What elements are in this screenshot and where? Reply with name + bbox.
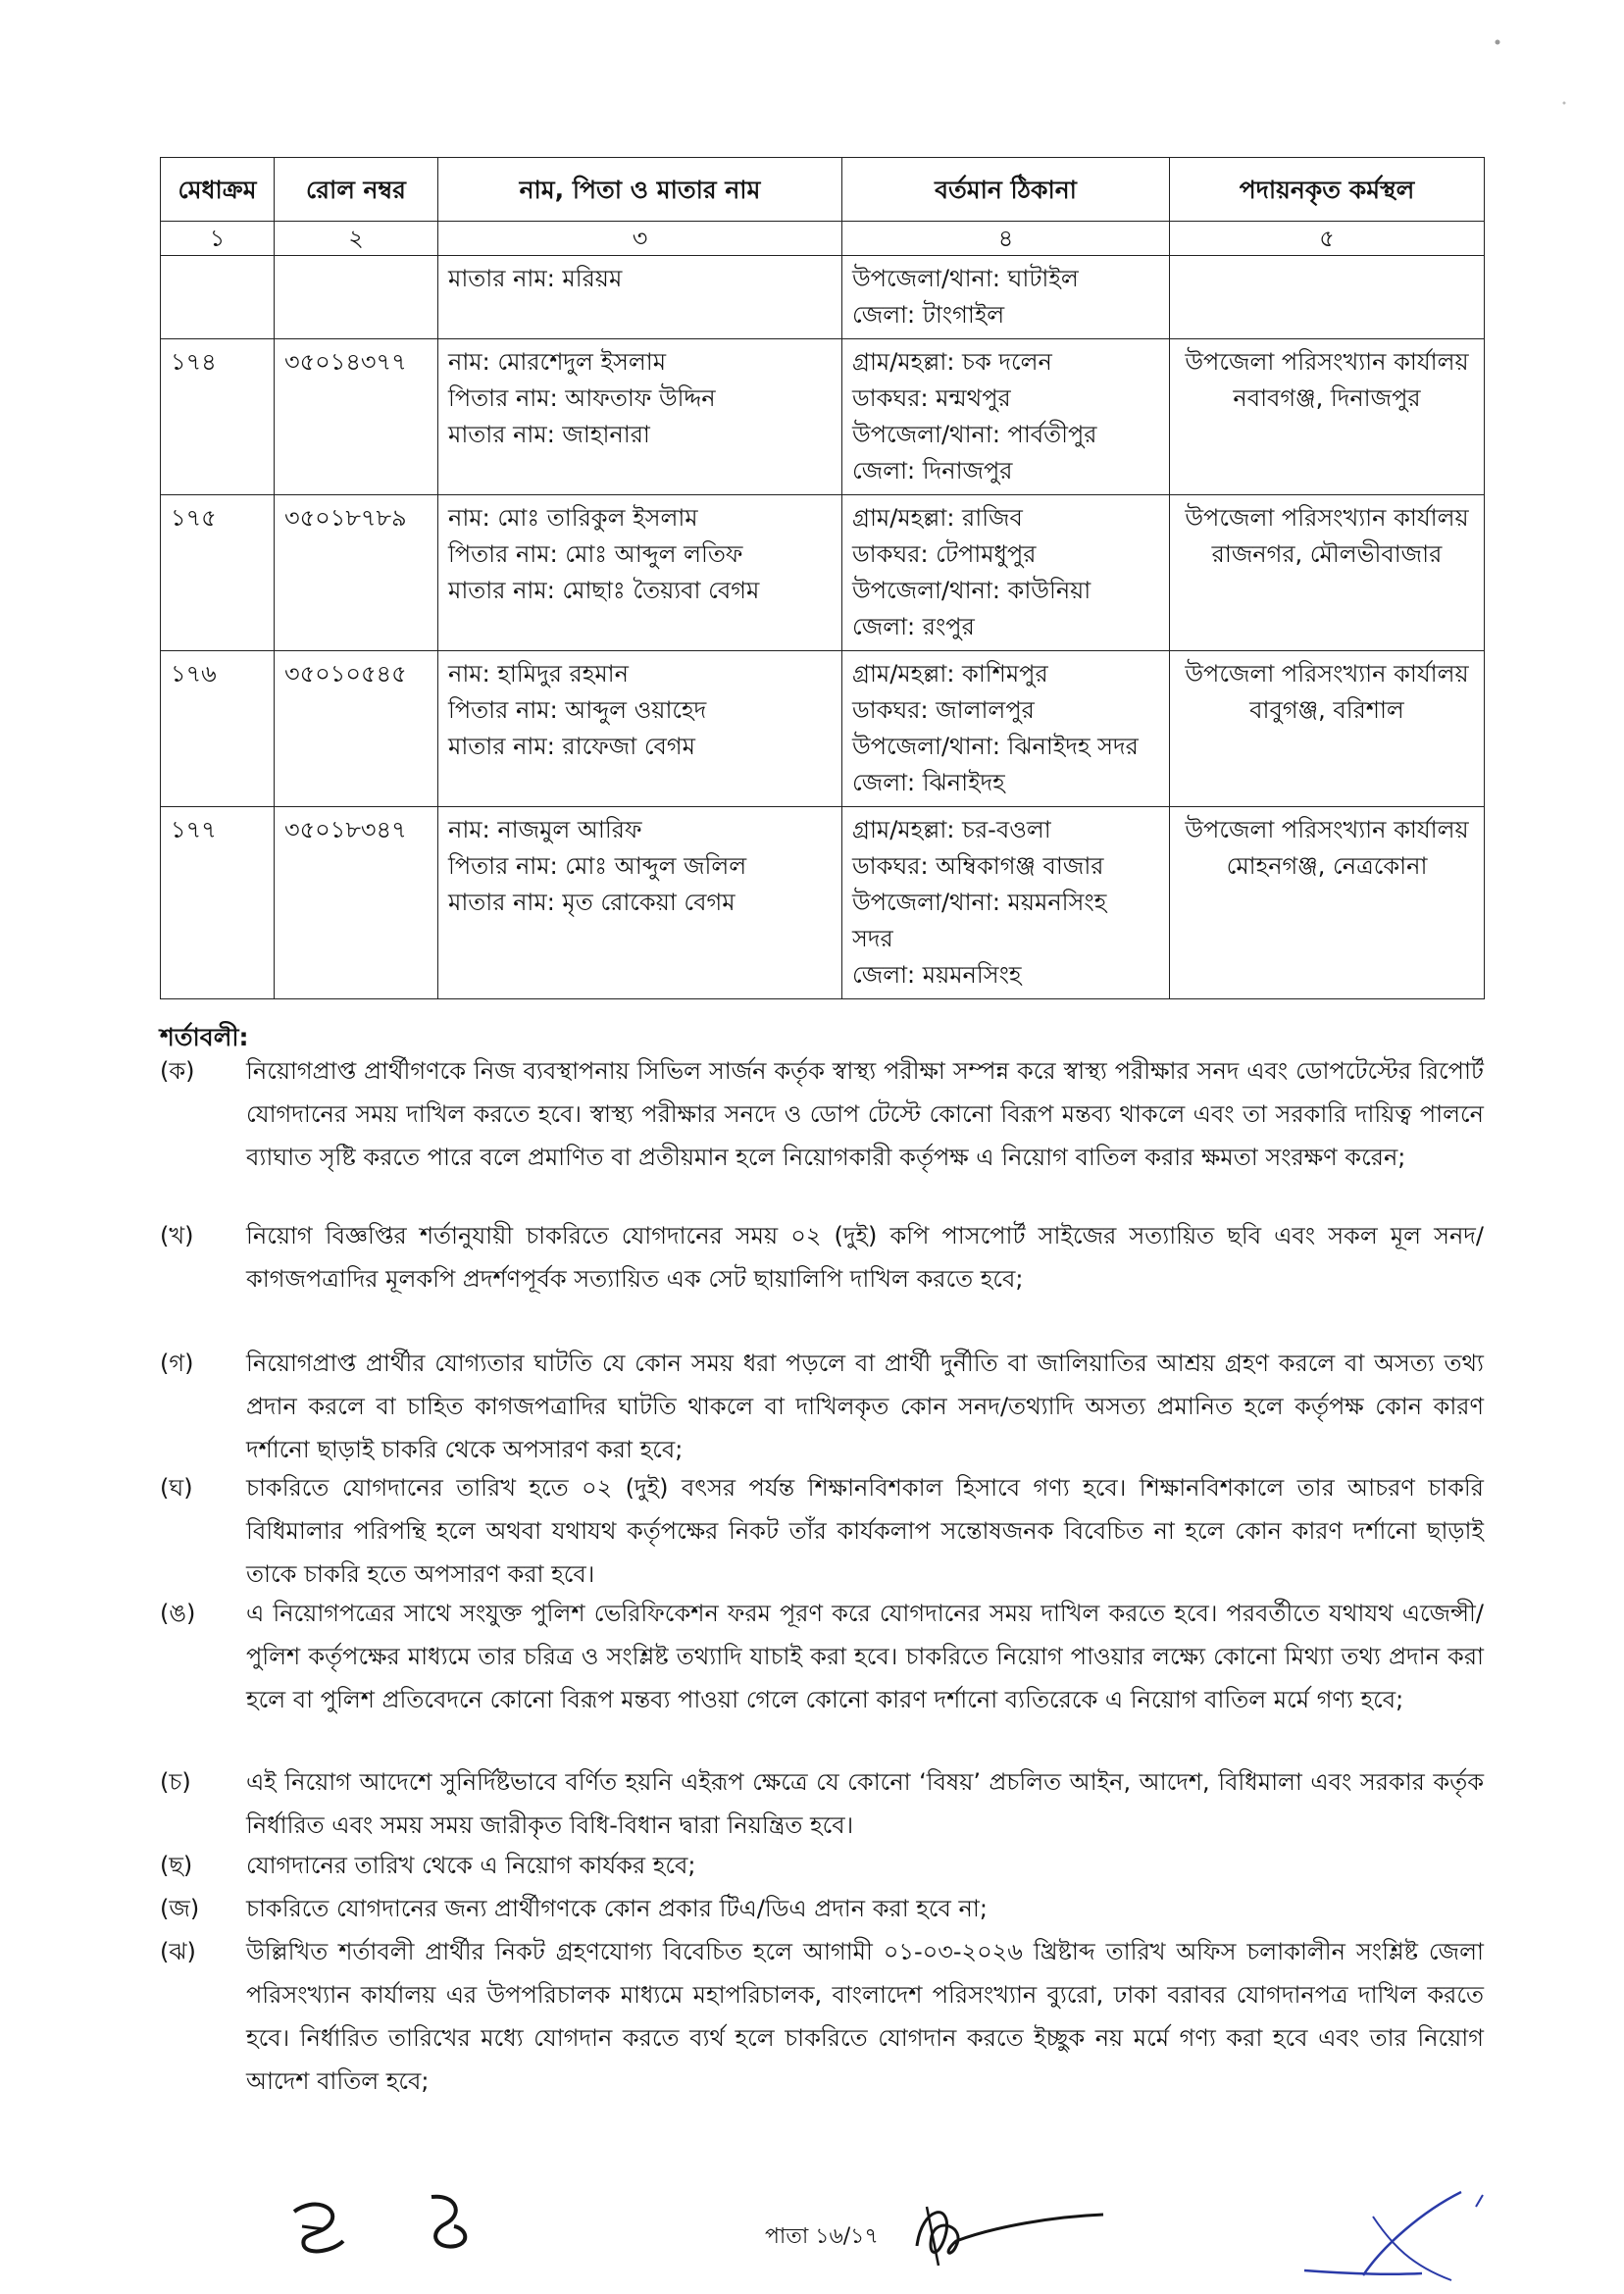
column-number: ১ <box>161 222 275 256</box>
initial-signature <box>284 2192 353 2261</box>
merit-cell <box>161 495 275 651</box>
condition-text: নিয়োগ বিজ্ঞপ্তির শর্তানুযায়ী চাকরিতে যোগদানের সময় ০২ (দুই) কপি পাসপোর্ট সাইজের সত্যায়িত ছবি এবং সকল মূল সনদ/কাগজপত্রাদির মূলকপি প্রদর্শণপূর্বক সত্যায়িত এক সেট ছায়ালিপি দাখিল করতে হবে; <box>246 1222 1484 1293</box>
posting-cell <box>1170 256 1485 339</box>
posting-line: উপজেলা পরিসংখ্যান কার্যালয় <box>1185 504 1469 532</box>
condition-text: চাকরিতে যোগদানের জন্য প্রার্থীগণকে কোন প্রকার টিএ/ডিএ প্রদান করা হবে না; <box>246 1895 988 1922</box>
address-line: গ্রাম/মহল্লা: চক দলেন <box>852 348 1052 376</box>
name-line: মাতার নাম: মরিয়ম <box>448 265 623 292</box>
condition-item <box>160 1592 1484 1721</box>
posting-line: উপজেলা পরিসংখ্যান কার্যালয় <box>1185 348 1469 376</box>
name-line: নাম: মোঃ তারিকুল ইসলাম <box>448 504 698 532</box>
table-body <box>161 256 1485 999</box>
condition-label: (চ) <box>160 1768 191 1796</box>
condition-item <box>160 1760 1484 1847</box>
name-line: মাতার নাম: জাহানারা <box>448 421 650 448</box>
condition-text: এ নিয়োগপত্রের সাথে সংযুক্ত পুলিশ ভেরিফিকেশন ফরম পূরণ করে যোগদানের সময় দাখিল করতে হবে। পরবর্তীতে যথাযথ এজেন্সী/ পুলিশ কর্তৃপক্ষের মাধ্যমে তার চরিত্র ও সংশ্লিষ্ট তথ্যাদি যাচাই করা হবে। চাকরিতে নিয়োগ পাওয়ার লক্ষ্যে কোনো মিথ্যা তথ্য প্রদান করা হলে বা পুলিশ প্রতিবেদনে কোনো বিরূপ মন্তব্য পাওয়া গেলে কোনো কারণ দর্শানো ব্যতিরেকে এ নিয়োগ বাতিল মর্মে গণ্য হবে; <box>246 1600 1484 1713</box>
posting-line: উপজেলা পরিসংখ্যান কার্যালয় <box>1185 660 1469 688</box>
condition-item <box>160 1887 1484 1930</box>
condition-text: নিয়োগপ্রাপ্ত প্রার্থীগণকে নিজ ব্যবস্থাপনায় সিভিল সার্জন কর্তৃক স্বাস্থ্য পরীক্ষা সম্পন্ন করে স্বাস্থ্য পরীক্ষার সনদ এবং ডোপটেস্টের রিপোর্ট যোগদানের সময় দাখিল করতে হবে। স্বাস্থ্য পরীক্ষার সনদে ও ডোপ টেস্টে কোনো বিরূপ মন্তব্য থাকলে এবং তা সরকারি দায়িত্ব পালনে ব্যাঘাত সৃষ্টি করতে পারে বলে প্রমাণিত বা প্রতীয়মান হলে নিয়োগকারী কর্তৃপক্ষ এ নিয়োগ বাতিল করার ক্ষমতা সংরক্ষণ করেন; <box>246 1057 1484 1171</box>
address-line: ডাকঘর: মন্মথপুর <box>852 384 1011 412</box>
name-line: নাম: মোরশেদুল ইসলাম <box>448 348 667 376</box>
address-line: ডাকঘর: জালালপুর <box>852 696 1035 724</box>
roll-number: ৩৫০১৮৭৮৯ <box>284 504 407 532</box>
name-cell <box>438 651 842 807</box>
roll-cell <box>275 495 438 651</box>
name-line: পিতার নাম: আব্দুল ওয়াহেদ <box>448 696 707 724</box>
address-line: জেলা: ঝিনাইদহ <box>852 769 1005 796</box>
address-line: গ্রাম/মহল্লা: চর-বওলা <box>852 816 1051 843</box>
name-line: নাম: নাজমুল আরিফ <box>448 816 642 843</box>
merit-number: ১৭৫ <box>171 504 217 532</box>
column-number: ২ <box>275 222 438 256</box>
address-line: ডাকঘর: টেপামধুপুর <box>852 540 1037 568</box>
column-number: ৫ <box>1170 222 1485 256</box>
officer-signature <box>897 2187 1113 2275</box>
name-line: পিতার নাম: মোঃ আব্দুল লতিফ <box>448 540 743 568</box>
table-row <box>161 807 1485 999</box>
address-line: ডাকঘর: অম্বিকাগঞ্জ বাজার <box>852 852 1104 880</box>
page-number: পাতা ১৬/১৭ <box>765 2224 879 2249</box>
column-number: ৪ <box>842 222 1170 256</box>
name-line: মাতার নাম: মৃত রোকেয়া বেগম <box>448 889 736 916</box>
scan-dot-mark <box>1559 98 1569 108</box>
header-name: নাম, পিতা ও মাতার নাম <box>438 158 842 222</box>
posting-line: রাজনগর, মৌলভীবাজার <box>1211 540 1443 568</box>
merit-cell <box>161 339 275 495</box>
condition-text: উল্লিখিত শর্তাবলী প্রার্থীর নিকট গ্রহণযোগ্য বিবেচিত হলে আগামী ০১-০৩-২০২৬ খ্রিষ্টাব্দ তারিখ অফিস চলাকালীন সংশ্লিষ্ট জেলা পরিসংখ্যান কার্যালয় এর উপপরিচালক মাধ্যমে মহাপরিচালক, বাংলাদেশ পরিসংখ্যান ব্যুরো, ঢাকা বরাবর যোগদানপত্র দাখিল করতে হবে। নির্ধারিত তারিখের মধ্যে যোগদান করতে ব্যর্থ হলে চাকরিতে যোগদান করতে ইচ্ছুক নয় মর্মে গণ্য করা হবে এবং তার নিয়োগ আদেশ বাতিল হবে; <box>246 1938 1484 2095</box>
address-line: জেলা: দিনাজপুর <box>852 457 1013 484</box>
merit-number: ১৭৬ <box>171 660 217 688</box>
column-number: ৩ <box>438 222 842 256</box>
condition-item <box>160 1342 1484 1471</box>
condition-label: (জ) <box>160 1895 200 1922</box>
address-line: সদর <box>852 925 893 952</box>
address-cell <box>842 807 1170 999</box>
initial-signature <box>417 2189 476 2258</box>
merit-cell <box>161 651 275 807</box>
roll-cell <box>275 651 438 807</box>
roll-cell <box>275 807 438 999</box>
roll-number: ৩৫০১০৫৪৫ <box>284 660 407 688</box>
condition-label: (ছ) <box>160 1852 193 1879</box>
address-line: জেলা: রংপুর <box>852 613 975 640</box>
roll-cell <box>275 339 438 495</box>
name-cell <box>438 339 842 495</box>
table-row <box>161 256 1485 339</box>
condition-item <box>160 1049 1484 1179</box>
name-line: পিতার নাম: আফতাফ উদ্দিন <box>448 384 716 412</box>
column-number-row <box>161 222 1485 256</box>
name-line: মাতার নাম: রাফেজা বেগম <box>448 733 695 760</box>
condition-item <box>160 1930 1484 2103</box>
address-cell <box>842 256 1170 339</box>
name-cell <box>438 256 842 339</box>
condition-label: (ঝ) <box>160 1938 196 1965</box>
address-line: জেলা: টাংগাইল <box>852 301 1005 329</box>
address-line: গ্রাম/মহল্লা: কাশিমপুর <box>852 660 1048 688</box>
roll-number: ৩৫০১৪৩৭৭ <box>284 348 407 376</box>
table-row <box>161 339 1485 495</box>
table-header-row <box>161 158 1485 222</box>
posting-line: নবাবগঞ্জ, দিনাজপুর <box>1233 384 1421 412</box>
address-line: উপজেলা/থানা: ঘাটাইল <box>852 265 1079 292</box>
address-line: জেলা: ময়মনসিংহ <box>852 961 1022 989</box>
name-line: মাতার নাম: মোছাঃ তৈয়্যবা বেগম <box>448 577 760 604</box>
address-cell <box>842 495 1170 651</box>
condition-item <box>160 1466 1484 1596</box>
condition-text: চাকরিতে যোগদানের তারিখ হতে ০২ (দুই) বৎসর পর্যন্ত শিক্ষানবিশকাল হিসাবে গণ্য হবে। শিক্ষানবিশকালে তার আচরণ চাকরি বিধিমালার পরিপন্থি হলে অথবা যথাযথ কর্তৃপক্ষের নিকট তাঁর কার্যকলাপ সন্তোষজনক বিবেচিত না হলে কোন কারণ দর্শানো ছাড়াই তাকে চাকরি হতে অপসারণ করা হবে। <box>246 1474 1484 1588</box>
condition-label: (ঙ) <box>160 1600 196 1627</box>
posting-cell <box>1170 495 1485 651</box>
address-line: উপজেলা/থানা: ময়মনসিংহ <box>852 889 1107 916</box>
condition-item <box>160 1844 1484 1887</box>
name-line: নাম: হামিদুর রহমান <box>448 660 629 688</box>
roll-number: ৩৫০১৮৩৪৭ <box>284 816 407 843</box>
condition-text: যোগদানের তারিখ থেকে এ নিয়োগ কার্যকর হবে; <box>246 1852 696 1879</box>
posting-cell <box>1170 339 1485 495</box>
condition-label: (খ) <box>160 1222 194 1249</box>
posting-cell <box>1170 807 1485 999</box>
condition-item <box>160 1214 1484 1300</box>
condition-label: (গ) <box>160 1350 194 1377</box>
name-cell <box>438 807 842 999</box>
table-row <box>161 495 1485 651</box>
name-cell <box>438 495 842 651</box>
address-line: উপজেলা/থানা: ঝিনাইদহ সদর <box>852 733 1139 760</box>
merit-number: ১৭৪ <box>171 348 217 376</box>
posting-cell <box>1170 651 1485 807</box>
header-merit: মেধাক্রম <box>161 158 275 222</box>
condition-label: (ক) <box>160 1057 195 1085</box>
address-cell <box>842 651 1170 807</box>
merit-number: ১৭৭ <box>171 816 217 843</box>
scan-dot-mark <box>1491 35 1504 49</box>
merit-cell <box>161 807 275 999</box>
address-line: উপজেলা/থানা: পার্বতীপুর <box>852 421 1097 448</box>
table-row <box>161 651 1485 807</box>
conditions-title: শর্তাবলী: <box>160 1023 249 1051</box>
header-address: বর্তমান ঠিকানা <box>842 158 1170 222</box>
appointee-table <box>160 157 1485 999</box>
blue-signature <box>1294 2187 1510 2285</box>
address-line: গ্রাম/মহল্লা: রাজিব <box>852 504 1023 532</box>
header-posting: পদায়নকৃত কর্মস্থল <box>1170 158 1485 222</box>
address-line: উপজেলা/থানা: কাউনিয়া <box>852 577 1091 604</box>
posting-line: বাবুগঞ্জ, বরিশাল <box>1249 696 1404 724</box>
condition-label: (ঘ) <box>160 1474 193 1502</box>
header-roll: রোল নম্বর <box>275 158 438 222</box>
address-cell <box>842 339 1170 495</box>
condition-text: এই নিয়োগ আদেশে সুনির্দিষ্টভাবে বর্ণিত হয়নি এইরূপ ক্ষেত্রে যে কোনো ‘বিষয়’ প্রচলিত আইন, আদেশ, বিধিমালা এবং সরকার কর্তৃক নির্ধারিত এবং সময় সময় জারীকৃত বিধি-বিধান দ্বারা নিয়ন্ত্রিত হবে। <box>246 1768 1484 1839</box>
condition-text: নিয়োগপ্রাপ্ত প্রার্থীর যোগ্যতার ঘাটতি যে কোন সময় ধরা পড়লে বা প্রার্থী দুর্নীতি বা জালিয়াতির আশ্রয় গ্রহণ করলে বা অসত্য তথ্য প্রদান করলে বা চাহিত কাগজপত্রাদির ঘাটতি থাকলে বা দাখিলকৃত কোন সনদ/তথ্যাদি অসত্য প্রমানিত হলে কর্তৃপক্ষ কোন কারণ দর্শানো ছাড়াই চাকরি থেকে অপসারণ করা হবে; <box>246 1350 1484 1463</box>
name-line: পিতার নাম: মোঃ আব্দুল জলিল <box>448 852 747 880</box>
merit-cell <box>161 256 275 339</box>
posting-line: উপজেলা পরিসংখ্যান কার্যালয় <box>1185 816 1469 843</box>
roll-cell <box>275 256 438 339</box>
posting-line: মোহনগঞ্জ, নেত্রকোনা <box>1226 852 1428 880</box>
